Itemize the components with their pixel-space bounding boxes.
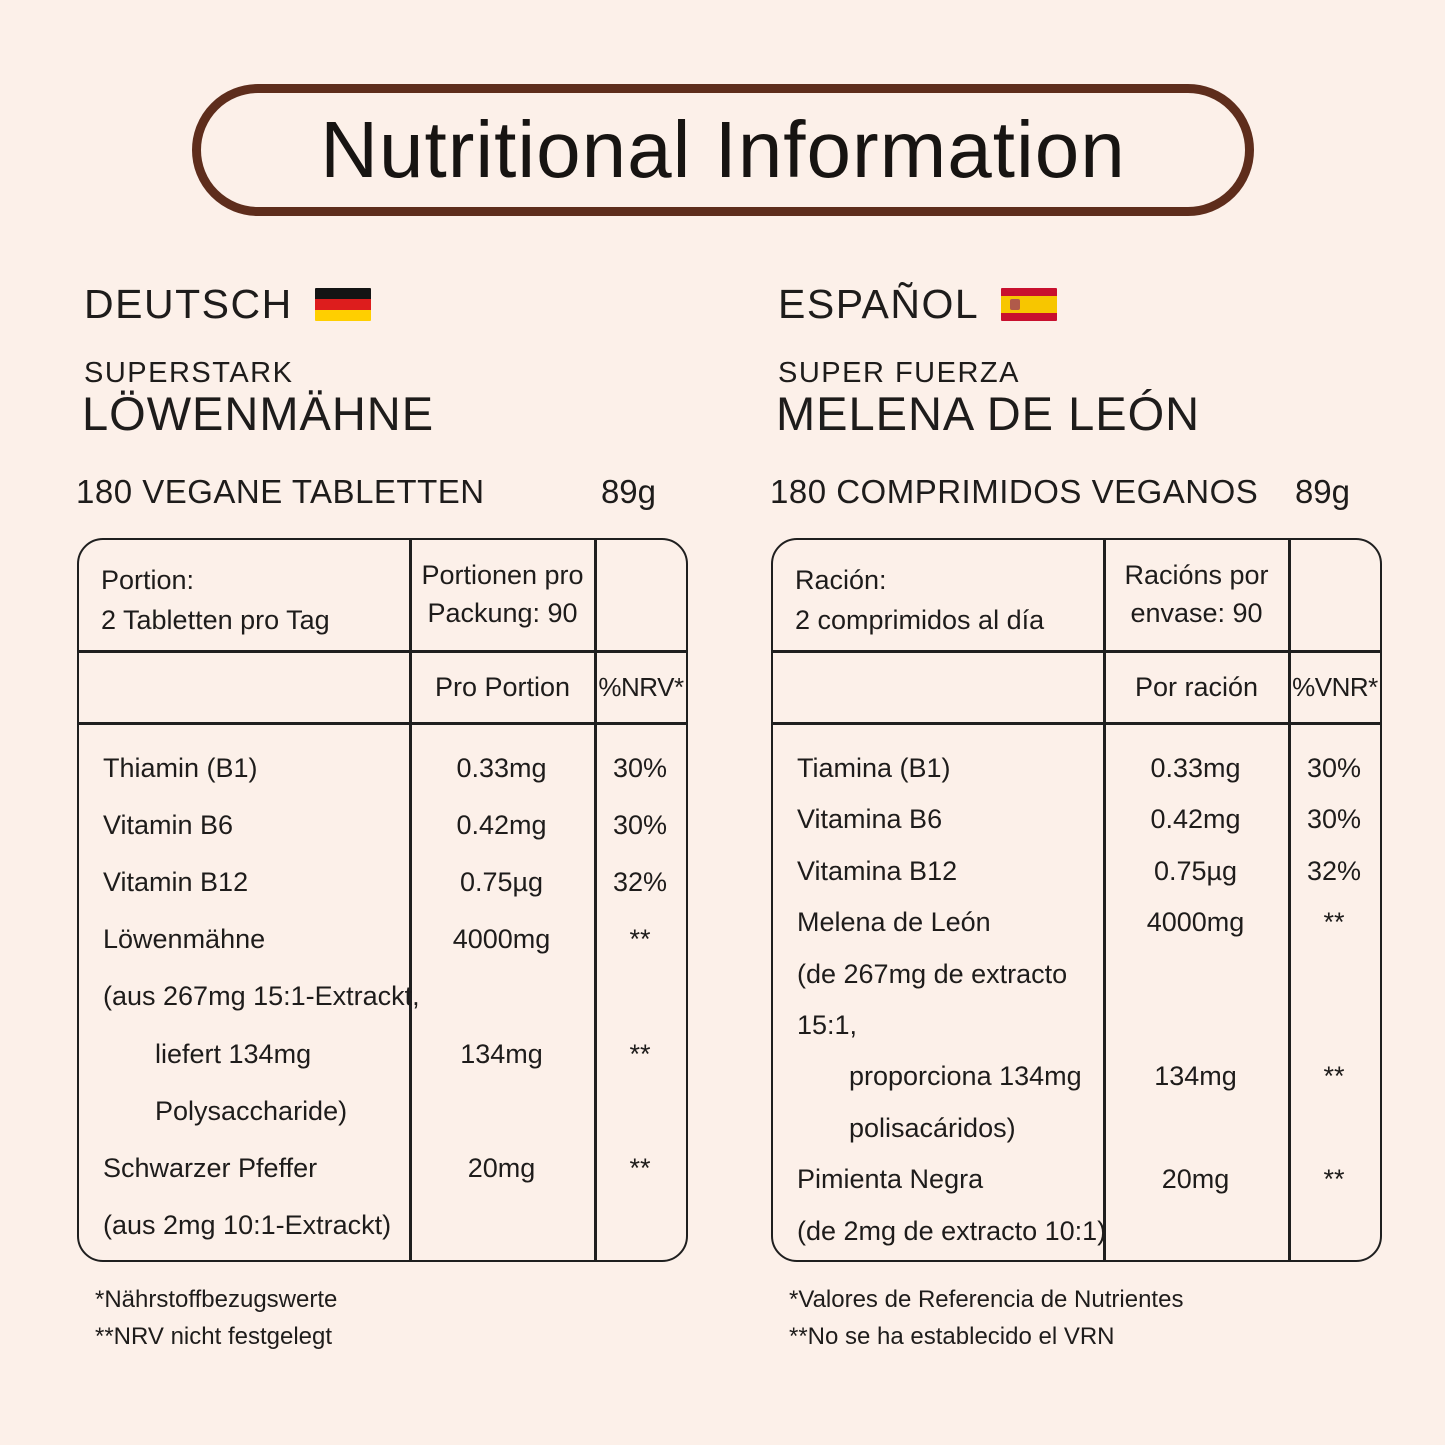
ingredient-nrv: 30% bbox=[1306, 753, 1362, 783]
ingredient-name: (aus 267mg 15:1-Extrackt, bbox=[103, 981, 420, 1012]
ingredient-name: Vitamina B12 bbox=[797, 855, 958, 886]
ingredient-nrv: ** bbox=[629, 924, 651, 955]
serving-detail: 2 comprimidos al día bbox=[795, 605, 1045, 635]
footnote-not-established: **No se ha establecido el VRN bbox=[789, 1323, 1115, 1350]
spanish-section bbox=[770, 0, 1390, 1445]
strength-line: SUPERSTARK bbox=[84, 357, 294, 389]
ingredient-amount: 134mg bbox=[460, 1038, 543, 1069]
table-divider bbox=[79, 650, 686, 653]
german-section bbox=[76, 0, 696, 1445]
ingredient-rows bbox=[79, 724, 686, 1260]
ingredient-amount bbox=[409, 1203, 594, 1260]
ingredient-nrv bbox=[1288, 1209, 1380, 1260]
ingredient-name: polisacáridos) bbox=[849, 1112, 1016, 1143]
flag-stripe bbox=[1001, 288, 1057, 296]
ingredient-nrv: 30% bbox=[1306, 804, 1362, 835]
ingredient-name: Polysaccharide) bbox=[155, 1095, 348, 1126]
footnote-nrv: *Nährstoffbezugswerte bbox=[95, 1286, 338, 1313]
flag-stripe bbox=[315, 299, 371, 310]
count-row bbox=[76, 473, 656, 511]
net-weight: 89g bbox=[600, 473, 656, 510]
ingredient-rows bbox=[773, 724, 1380, 1260]
ingredient-name: Melena de León bbox=[797, 907, 991, 938]
ingredient-nrv: ** bbox=[1323, 907, 1345, 938]
ingredient-amount: 0.42mg bbox=[456, 810, 547, 841]
ingredient-amount bbox=[1103, 1106, 1288, 1157]
net-weight: 89g bbox=[1294, 473, 1350, 510]
ingredient-name: Vitamina B6 bbox=[797, 804, 943, 835]
ingredient-nrv bbox=[1288, 1003, 1380, 1054]
german-flag-icon bbox=[315, 288, 371, 321]
ingredient-name: Vitamin B12 bbox=[103, 867, 249, 898]
tablet-count: 180 VEGANE TABLETTEN bbox=[76, 473, 485, 510]
ingredient-amount: 20mg bbox=[467, 1152, 536, 1183]
ingredient-name: proporciona 134mg bbox=[849, 1061, 1082, 1092]
table-divider bbox=[773, 650, 1380, 653]
spanish-language-row bbox=[778, 281, 1057, 328]
ingredient-amount: 20mg bbox=[1161, 1164, 1230, 1195]
ingredient-nrv: ** bbox=[1323, 1061, 1345, 1092]
per-pack-line2: envase: 90 bbox=[1130, 598, 1263, 628]
ingredient-amount bbox=[1103, 1209, 1288, 1260]
ingredient-amount bbox=[409, 1089, 594, 1146]
ingredient-name: (de 267mg de extracto bbox=[797, 958, 1068, 989]
serving-info-cell bbox=[773, 540, 1103, 650]
product-name: LÖWENMÄHNE bbox=[82, 387, 435, 440]
ingredient-amount: 4000mg bbox=[1146, 907, 1245, 938]
count-row bbox=[770, 473, 1350, 511]
ingredient-amount: 0.75µg bbox=[1153, 855, 1238, 886]
ingredient-name: (de 2mg de extracto 10:1) bbox=[797, 1215, 1107, 1246]
per-pack-line2: Packung: 90 bbox=[427, 598, 578, 628]
serving-detail: 2 Tabletten pro Tag bbox=[101, 605, 330, 635]
product-name: MELENA DE LEÓN bbox=[776, 387, 1201, 440]
ingredient-nrv: 30% bbox=[612, 753, 668, 783]
flag-emblem bbox=[1010, 299, 1020, 310]
ingredient-name: Tiamina (B1) bbox=[797, 753, 951, 783]
ingredient-name: (aus 2mg 10:1-Extrackt) bbox=[103, 1209, 392, 1240]
serving-title: Ración: bbox=[795, 565, 887, 595]
ingredient-nrv bbox=[594, 1203, 686, 1260]
ingredient-name: liefert 134mg bbox=[155, 1038, 312, 1069]
ingredient-nrv: 32% bbox=[612, 867, 668, 898]
ingredient-nrv bbox=[1288, 1106, 1380, 1157]
footnote-nrv: *Valores de Referencia de Nutrientes bbox=[789, 1286, 1184, 1313]
footnote-not-established: **NRV nicht festgelegt bbox=[95, 1323, 333, 1350]
ingredient-name: Löwenmähne bbox=[103, 924, 266, 955]
per-pack-line1: Portionen pro bbox=[421, 560, 584, 590]
flag-stripe bbox=[315, 288, 371, 299]
ingredient-amount bbox=[409, 974, 594, 1031]
strength-line: SUPER FUERZA bbox=[778, 357, 1020, 389]
ingredient-amount: 0.75µg bbox=[459, 867, 544, 898]
nrv-header: %VNR* bbox=[1292, 671, 1378, 702]
per-pack-line1: Racións por bbox=[1124, 560, 1269, 590]
serving-info-cell bbox=[79, 540, 409, 650]
ingredient-amount bbox=[1103, 1003, 1288, 1054]
ingredient-name: Thiamin (B1) bbox=[103, 753, 258, 783]
ingredient-amount: 0.42mg bbox=[1150, 804, 1241, 835]
ingredient-name: Schwarzer Pfeffer bbox=[103, 1152, 318, 1183]
language-heading-german: DEUTSCH bbox=[84, 281, 293, 327]
ingredient-nrv: ** bbox=[1323, 1164, 1345, 1195]
nutrition-table-german bbox=[77, 538, 688, 1262]
ingredient-amount: 0.33mg bbox=[456, 753, 547, 783]
serving-title: Portion: bbox=[101, 565, 195, 595]
servings-per-pack-cell bbox=[1105, 540, 1288, 650]
flag-stripe bbox=[315, 310, 371, 321]
ingredient-nrv bbox=[594, 1089, 686, 1146]
footnotes-german bbox=[95, 1281, 337, 1355]
ingredient-name: Pimienta Negra bbox=[797, 1164, 984, 1195]
flag-stripe bbox=[1001, 313, 1057, 321]
ingredient-nrv: 32% bbox=[1306, 855, 1362, 886]
servings-per-pack-cell bbox=[411, 540, 594, 650]
ingredient-nrv: 30% bbox=[612, 810, 668, 841]
nutrition-table-spanish bbox=[771, 538, 1382, 1262]
ingredient-name: Vitamin B6 bbox=[103, 810, 234, 841]
ingredient-nrv: ** bbox=[629, 1038, 651, 1069]
ingredient-name: 15:1, bbox=[797, 1009, 858, 1040]
tablet-count: 180 COMPRIMIDOS VEGANOS bbox=[770, 473, 1259, 510]
ingredient-nrv bbox=[594, 974, 686, 1031]
per-serving-header: Pro Portion bbox=[434, 671, 571, 702]
spanish-flag-icon bbox=[1001, 288, 1057, 321]
ingredient-amount: 134mg bbox=[1154, 1061, 1237, 1092]
ingredient-nrv: ** bbox=[629, 1152, 651, 1183]
ingredient-nrv bbox=[1288, 952, 1380, 1003]
german-language-row bbox=[84, 281, 371, 328]
per-serving-header: Por ración bbox=[1134, 671, 1259, 702]
page-title: Nutritional Information bbox=[320, 105, 1126, 194]
ingredient-amount: 4000mg bbox=[452, 924, 551, 955]
footnotes-spanish bbox=[789, 1281, 1183, 1355]
language-heading-spanish: ESPAÑOL bbox=[778, 281, 980, 327]
ingredient-amount bbox=[1103, 952, 1288, 1003]
nrv-header: %NRV* bbox=[598, 671, 684, 702]
ingredient-amount: 0.33mg bbox=[1150, 753, 1241, 783]
